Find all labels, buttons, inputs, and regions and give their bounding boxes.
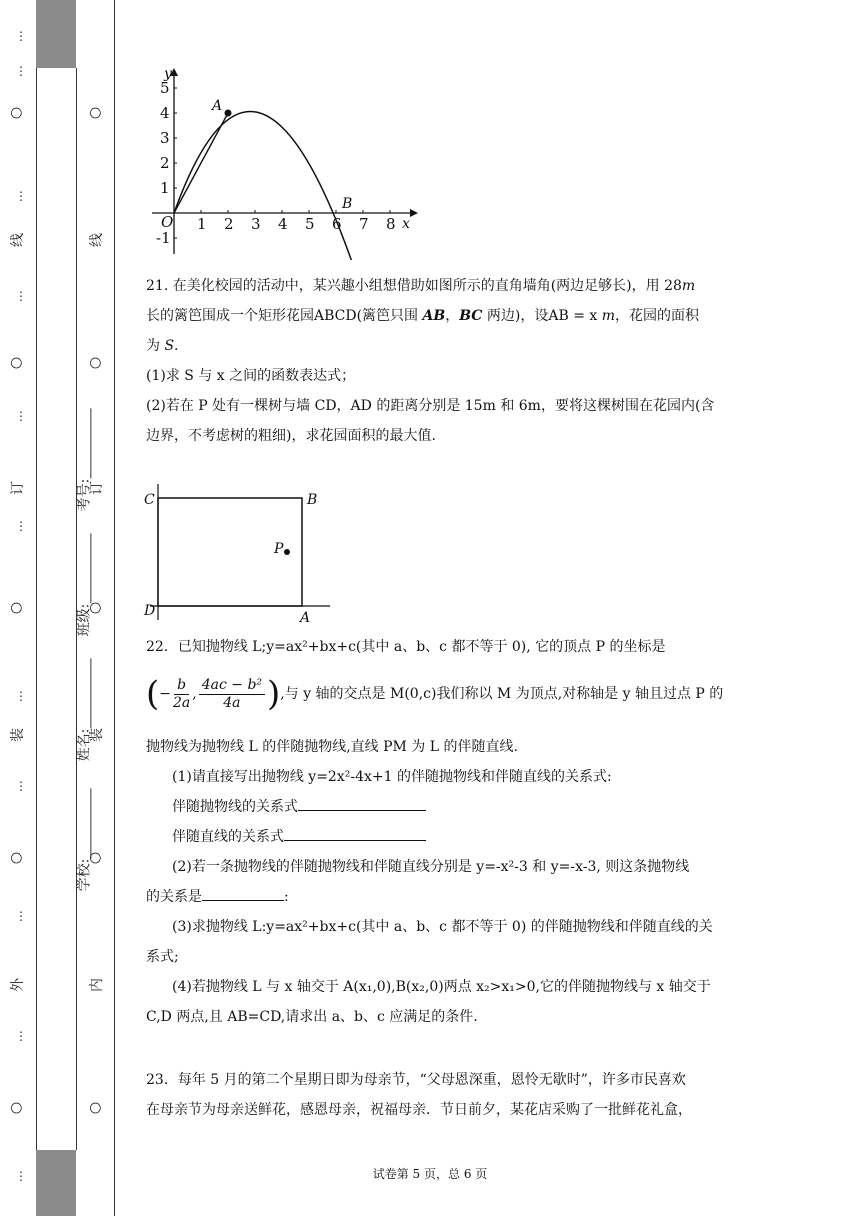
q23-line-2: 在母亲节为母亲送鲜花，感恩母亲，祝福母亲．节日前夕，某花店采购了一批鲜花礼盒，: [146, 1102, 692, 1118]
student-info-column: [36, 68, 77, 1150]
answer-blank[interactable]: [202, 886, 284, 901]
q22-s1a-label: 伴随抛物线的关系式: [172, 799, 298, 815]
q23-line-1: 23．每年 5 月的第二个星期日即为母亲节，“父母恩深重，恩怜无歇时”，许多市民喜欢: [146, 1072, 686, 1088]
dots: ⋮: [15, 909, 27, 923]
q21-text-2b: 两边)，设AB = x: [482, 308, 602, 324]
binding-char-wai: 外: [10, 978, 26, 992]
binding-gray-block-top: [36, 0, 76, 68]
answer-blank[interactable]: [284, 826, 426, 841]
point-a-label: A: [212, 98, 223, 114]
binding-char-zhuang: 装: [89, 728, 105, 742]
q22-sub-3a: (3)求抛物线 L:y=ax²+bx+c(其中 a、b、c 都不等于 0) 的伴随抛物线和伴随直线的关: [172, 919, 713, 935]
q22-sub-2b: [146, 882, 726, 912]
binding-char-ding-outer: 订: [10, 481, 26, 495]
binding-gray-block-bottom: [36, 1150, 76, 1216]
binding-char-ding: 订: [89, 481, 105, 495]
class-blank[interactable]: [78, 534, 91, 604]
y-tick-label: 1: [160, 179, 170, 197]
page-footer: 试卷第 5 页，总 6 页: [372, 1167, 488, 1181]
parabola-curve: [174, 112, 352, 260]
x-tick-label: 7: [359, 215, 369, 233]
question-22: [146, 632, 726, 662]
dots: ⋮: [15, 289, 27, 303]
tree-point-p: [284, 549, 290, 555]
q22-sub-1: (1)请直接写出抛物线 y=2x²-4x+1 的伴随抛物线和伴随直线的关系式:: [172, 769, 612, 785]
y-tick-label: 5: [160, 79, 170, 97]
frac2-num: 4ac − b²: [199, 677, 265, 695]
origin-label: O: [161, 213, 174, 231]
x-tick-label: 4: [278, 215, 288, 233]
class-label: 班级:: [76, 603, 93, 637]
dots: ⋮: [15, 64, 27, 78]
q21-line-1: [146, 271, 726, 301]
dots: ⋮: [15, 189, 27, 203]
binding-circle: ○: [8, 601, 25, 615]
q21-text-1: 21. 在美化校园的活动中，某兴趣小组想借助如图所示的直角墙角(两边足够长)，用 28: [146, 278, 682, 294]
binding-circle: ○: [8, 1101, 25, 1115]
q21-s: S: [164, 338, 175, 354]
label-b: B: [307, 492, 318, 508]
answer-blank[interactable]: [298, 796, 426, 811]
school-field-label: [73, 789, 93, 892]
binding-circle: ○: [87, 851, 104, 865]
label-a: A: [300, 610, 311, 626]
q22-sub-1a: [146, 792, 726, 822]
x-tick-label: 6: [332, 215, 342, 233]
name-label: 姓名:: [76, 728, 93, 762]
label-p: P: [274, 541, 284, 557]
frac1-num: b: [174, 677, 189, 695]
name-field-label: [73, 659, 93, 762]
parabola-graph: [148, 64, 418, 260]
paren-right: ): [267, 674, 281, 714]
binding-char-xian-inner: 线: [89, 233, 105, 247]
y-tick-label: 2: [160, 154, 170, 172]
q22-sub-1b: [146, 822, 726, 852]
dots: ⋮: [15, 1029, 27, 1043]
q21-line-3: 为 S.: [146, 338, 179, 354]
q22-s1b-label: 伴随直线的关系式: [172, 829, 284, 845]
q22-text-2: ,与 y 轴的交点是 M(0,c)我们称以 M 为顶点,对称轴是 y 轴且过点 P 的: [280, 686, 724, 702]
y-tick-label: -1: [156, 229, 171, 247]
q22-s2c: :: [284, 889, 289, 905]
fraction-b-2a: [173, 677, 190, 712]
binding-circle: ○: [87, 356, 104, 370]
x-axis-arrow: [410, 209, 418, 217]
paren-left: (: [146, 674, 160, 714]
point-b-label: B: [342, 196, 353, 212]
frac2-den: 4a: [223, 694, 241, 711]
question-21: [146, 271, 726, 451]
binding-circle: ○: [87, 1101, 104, 1115]
q21-part-1: (1)求 S 与 x 之间的函数表达式；: [146, 368, 356, 384]
q21-text-3: 为: [146, 338, 165, 354]
q21-part-2a: (2)若在 P 处有一棵树与墙 CD，AD 的距离分别是 15m 和 6m，要将这棵树围在花园内(含: [146, 398, 715, 414]
school-label: 学校:: [76, 858, 93, 892]
class-field-label: [73, 534, 93, 637]
dots: ⋮: [15, 1169, 27, 1183]
binding-circle: ○: [8, 356, 25, 370]
y-tick-label: 3: [160, 129, 170, 147]
q21-part-2b: 边界，不考虑树的粗细)，求花园面积的最大值.: [146, 428, 436, 444]
q22-line-1: 22．已知抛物线 L;y=ax²+bx+c(其中 a、b、c 都不等于 0), 它的顶点 P 的坐标是: [146, 639, 666, 655]
q22-sub-3b: 系式;: [146, 949, 179, 965]
q21-unit-2: m: [601, 308, 616, 324]
x-tick-label: 5: [305, 215, 315, 233]
x-tick-label: 2: [224, 215, 234, 233]
id-label: 考号:: [76, 478, 93, 512]
q21-text-2a: 长的篱笆围成一个矩形花园ABCD(篱笆只围: [146, 308, 423, 324]
q22-block: [146, 732, 726, 1032]
y-axis-label: y: [164, 66, 172, 82]
dots: ⋮: [15, 689, 27, 703]
dots: ⋮: [15, 519, 27, 533]
dots: ⋮: [15, 779, 27, 793]
point-a-dot: [225, 110, 232, 117]
binding-circle: ○: [87, 601, 104, 615]
q21-line-2: 长的篱笆围成一个矩形花园ABCD(篱笆只围 AB，BC 两边)，设AB = x m，花园的面积: [146, 308, 700, 324]
x-tick-label: 1: [197, 215, 207, 233]
label-c: C: [144, 492, 155, 508]
q22-sub-2a: (2)若一条抛物线的伴随抛物线和伴随直线分别是 y=-x²-3 和 y=-x-3, 则这条抛物线: [172, 859, 690, 875]
dots: ⋮: [15, 29, 27, 43]
q22-s2b-label: 的关系是: [146, 889, 202, 905]
x-tick-label: 3: [251, 215, 261, 233]
dots: ⋮: [15, 409, 27, 423]
label-d: D: [144, 603, 156, 619]
school-blank[interactable]: [78, 789, 91, 859]
fraction-4ac: [199, 677, 265, 712]
garden-rectangle-figure: [140, 480, 340, 626]
q21-ab: AB: [422, 308, 446, 324]
binding-strip: [0, 0, 118, 1216]
q22-line-3: 抛物线为抛物线 L 的伴随抛物线,直线 PM 为 L 的伴随直线.: [146, 739, 518, 755]
q21-text-2c: ，花园的面积: [615, 308, 700, 324]
frac1-den: 2a: [173, 694, 191, 711]
binding-circle: ○: [8, 106, 25, 120]
question-23: [146, 1065, 726, 1125]
name-blank[interactable]: [78, 659, 91, 729]
q22-sub-4a: (4)若抛物线 L 与 x 轴交于 A(x₁,0),B(x₂,0)两点 x₂>x₁>0,它的伴随抛物线与 x 轴交于: [172, 979, 711, 995]
binding-circle: ○: [8, 851, 25, 865]
x-axis-label: x: [402, 216, 410, 232]
id-blank[interactable]: [78, 409, 91, 479]
q21-bc: BC: [459, 308, 483, 324]
binding-char-nei: 内: [89, 978, 105, 992]
chord-oa: [174, 113, 228, 213]
y-tick-label: 4: [160, 104, 170, 122]
binding-char-xian: 线: [10, 233, 26, 247]
binding-circle: ○: [87, 106, 104, 120]
q22-vertex-line: (− $\frac{b}{2a}$ , $\frac{\text{4ac − b²}}{4a}$ ),与 y 轴的交点是 M(0,c)我们称以 M 为顶点,对称轴是 y 轴且过点 P 的: [146, 674, 724, 714]
q21-unit: m: [681, 278, 696, 294]
x-tick-label: 8: [386, 215, 396, 233]
q22-sub-4b: C,D 两点,且 AB=CD,请求出 a、b、c 应满足的条件.: [146, 1009, 478, 1025]
id-field-label: [73, 409, 93, 512]
binding-char-zhuang-outer: 装: [10, 728, 26, 742]
